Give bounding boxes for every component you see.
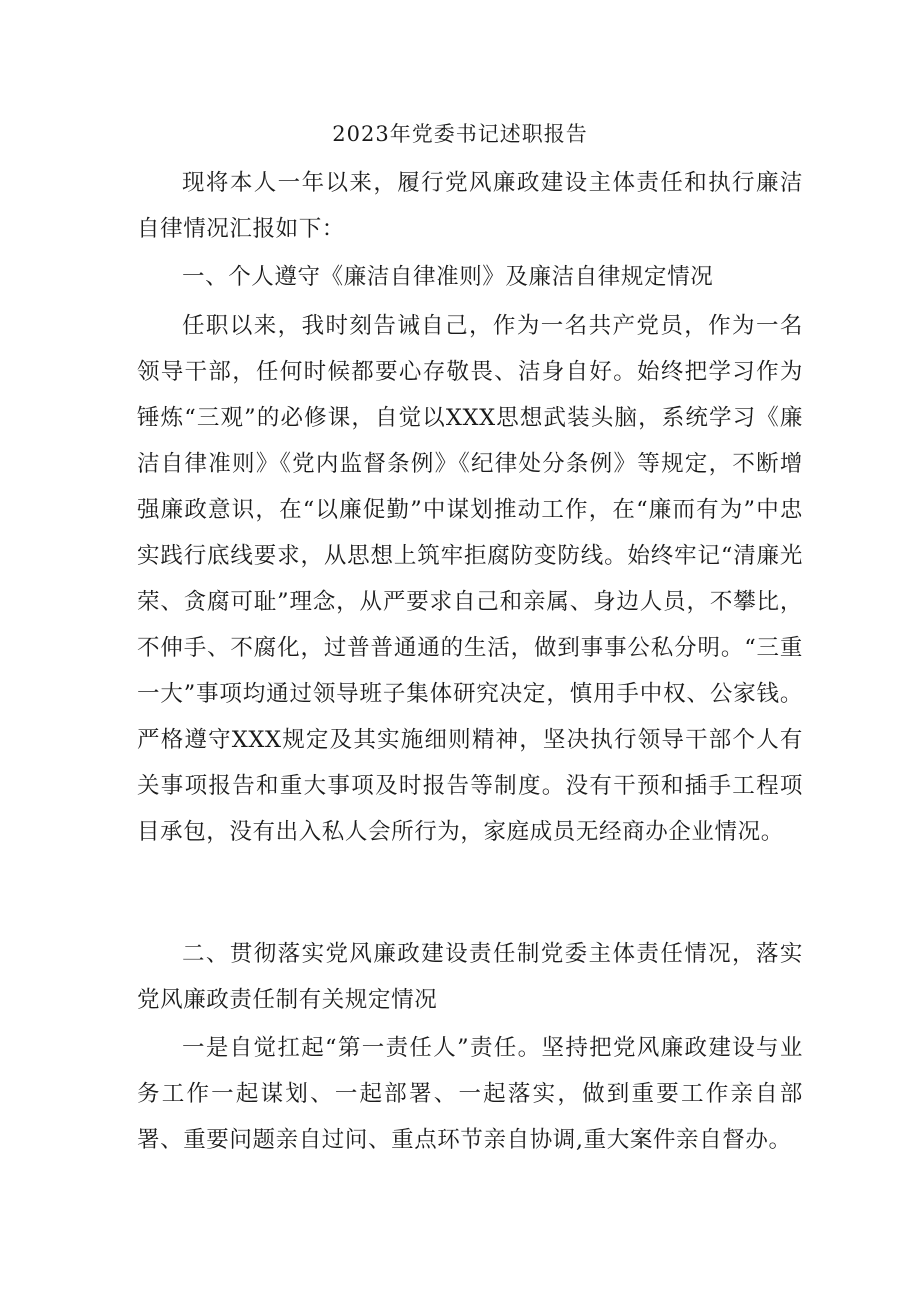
section-heading-1: 一、个人遵守《廉洁自律准则》及廉洁自律规定情况 (182, 264, 714, 290)
document-title: 2023年党委书记述职报告 (332, 122, 588, 146)
body-paragraph-1: 任职以来，我时刻告诫自己，作为一名共产党员，作为一名领导干部，任何时候都要心存敬畏、洁身自好。始终把学习作为锤炼“三观”的必修课，自觉以XXX思想武装头脑，系统学习《廉洁自律准则》《党内监督条例》《纪律处分条例》等规定，不断增强廉政意识，在“以廉促勤”中谋划推动工作，在“廉而有为”中忠实践行底线要求，从思想上筑牢拒腐防变防线。始终牢记“清廉光荣、贪腐可耻”理念，从严要求自己和亲属、身边人员，不攀比，不伸手、不腐化，过普普通通的生活，做到事事公私分明。“三重一大”事项均通过领导班子集体研究决定，慎用手中权、公家钱。严格遵守XXX规定及其实施细则精神，坚决执行领导干部个人有关事项报告和重大事项及时报告等制度。没有干预和插手工程项目承包，没有出入私人会所行为，家庭成员无经商办企业情况。 (137, 313, 803, 845)
section-heading-2: 二、贯彻落实党风廉政建设责任制党委主体责任情况，落实党风廉政责任制有关规定情况 (137, 941, 803, 1013)
body-paragraph-2: 一是自觉扛起“第一责任人”责任。坚持把党风廉政建设与业务工作一起谋划、一起部署、一起落实，做到重要工作亲自部署、重要问题亲自过问、重点环节亲自协调,重大案件亲自督办。 (137, 1035, 803, 1153)
intro-paragraph: 现将本人一年以来，履行党风廉政建设主体责任和执行廉洁自律情况汇报如下： (137, 170, 803, 242)
